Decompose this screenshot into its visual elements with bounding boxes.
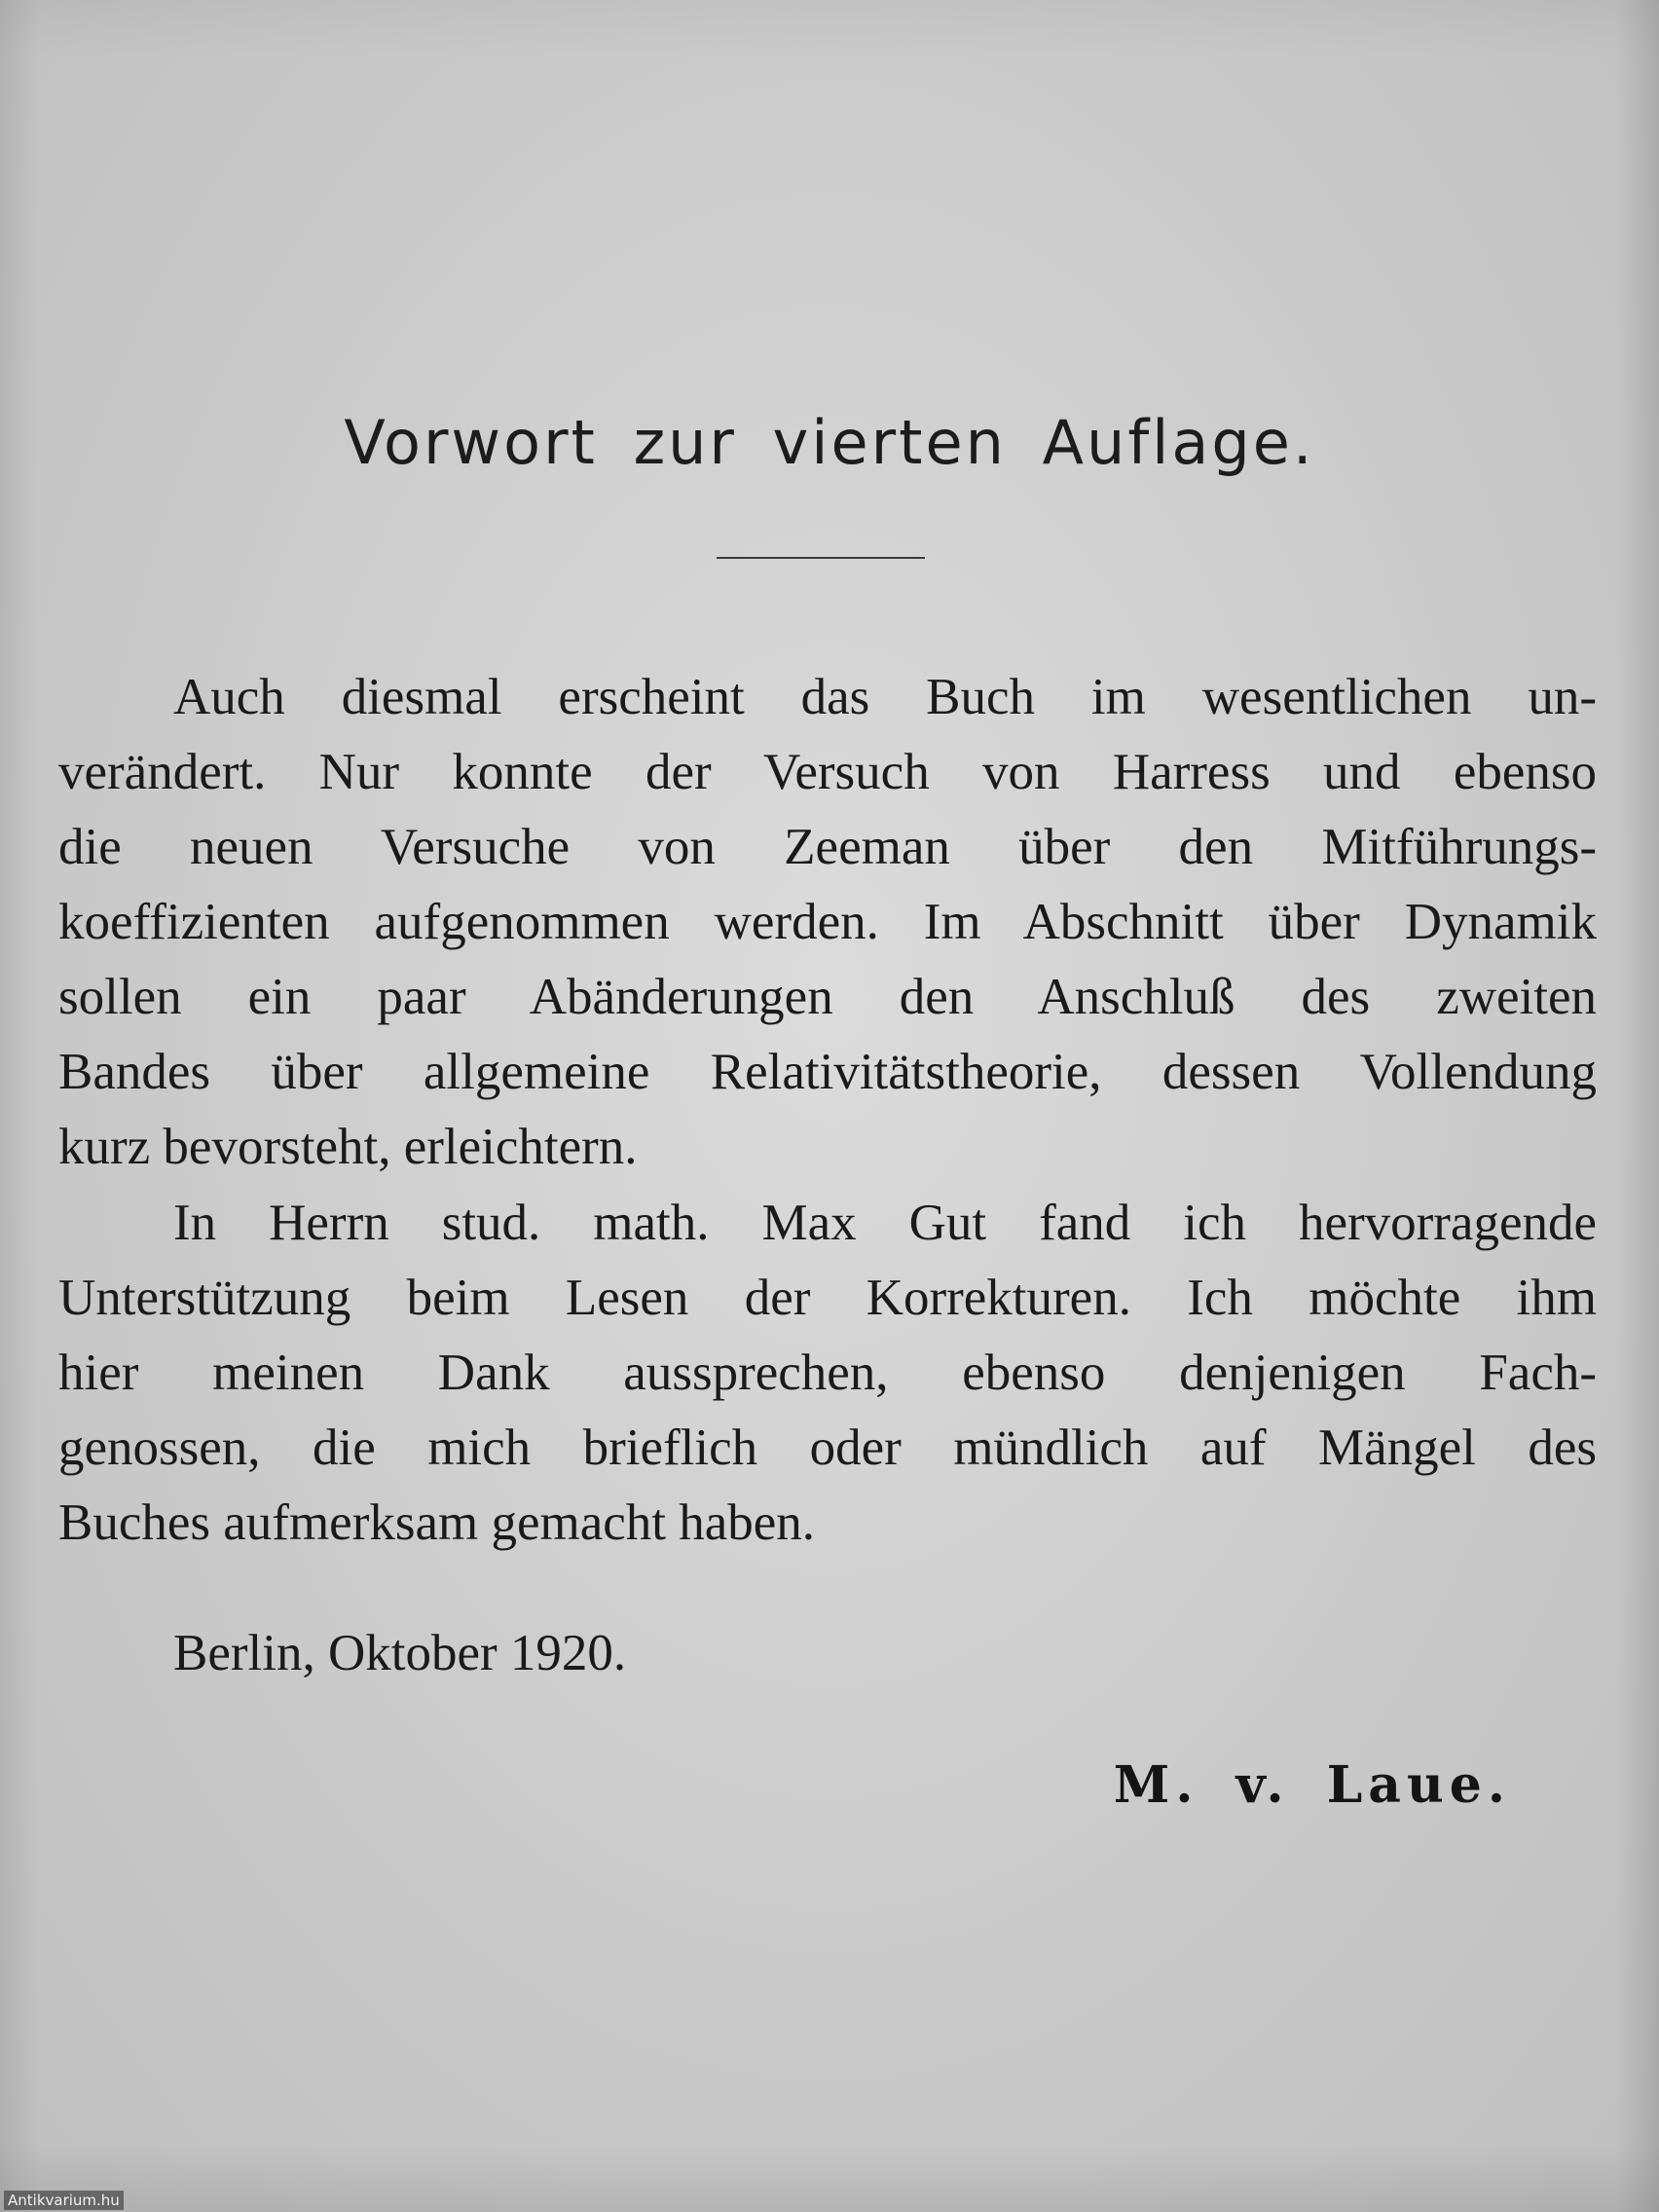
author-signature: M. v. Laue. [1113, 1755, 1511, 1815]
paragraph-line: kurz bevorsteht, erleichtern. [58, 1119, 638, 1175]
place-and-date: Berlin, Oktober 1920. [173, 1625, 627, 1681]
paragraph-line: Auch diesmal erscheint das Buch im wesentlichen un- [173, 669, 1597, 725]
paragraph-2 [58, 1186, 1597, 1561]
paragraph-line: verändert. Nur konnte der Versuch von Harress und ebenso [58, 744, 1597, 800]
page-title: Vorwort zur vierten Auflage. [344, 407, 1315, 478]
paragraph-line: Unterstützung beim Lesen der Korrekturen. Ich möchte ihm [58, 1270, 1597, 1326]
paragraph-1 [58, 660, 1597, 1185]
paragraph-line: hier meinen Dank aussprechen, ebenso denjenigen Fach- [58, 1345, 1597, 1401]
paragraph-line: Bandes über allgemeine Relativitätstheorie, dessen Vollendung [58, 1044, 1597, 1100]
paragraph-line: koeffizienten aufgenommen werden. Im Abschnitt über Dynamik [58, 894, 1597, 950]
paragraph-line: sollen ein paar Abänderungen den Anschluß des zweiten [58, 969, 1597, 1025]
title-divider [717, 557, 925, 559]
paragraph-line: In Herrn stud. math. Max Gut fand ich hervorragende [173, 1195, 1597, 1251]
paragraph-line: genossen, die mich brieflich oder mündlich auf Mängel des [58, 1419, 1597, 1476]
paragraph-line: die neuen Versuche von Zeeman über den Mitführungs- [58, 819, 1597, 875]
paragraph-line: Buches aufmerksam gemacht haben. [58, 1494, 816, 1551]
watermark-credit: Antikvarium.hu [4, 2191, 124, 2210]
